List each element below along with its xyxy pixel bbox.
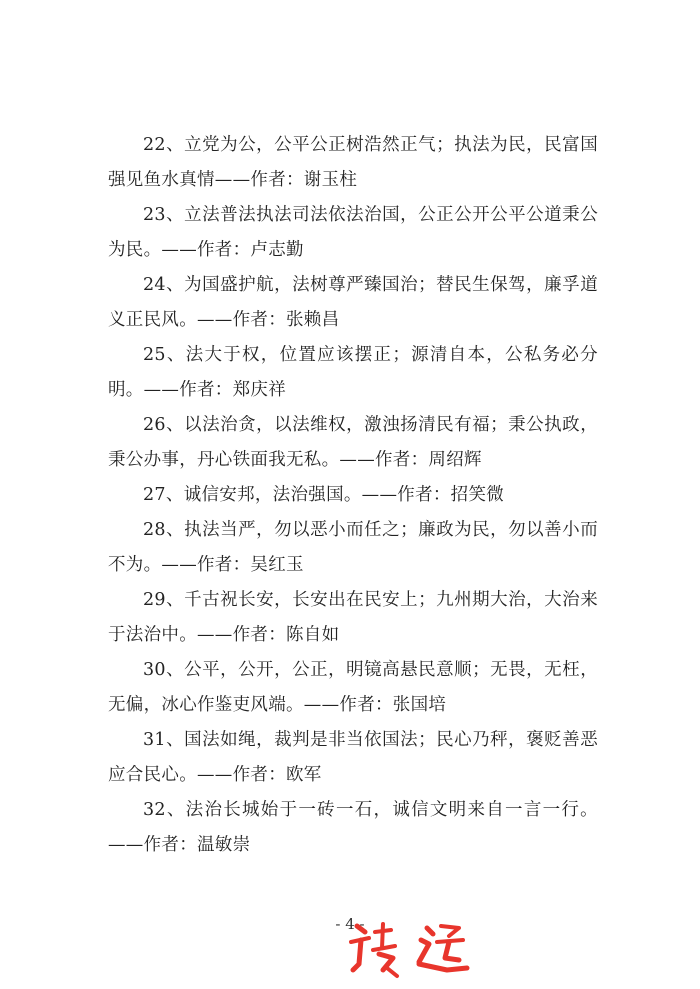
item-separator: 、 [165, 415, 185, 435]
paragraph-28 [108, 513, 598, 583]
paragraph-31 [108, 723, 598, 793]
item-text: 诚信安邦，法治强国。——作者：招笑微 [183, 485, 505, 505]
item-number: 26 [143, 415, 166, 435]
item-separator: 、 [165, 520, 185, 540]
item-text: 法治长城始于一砖一石，诚信文明来自一言一行。——作者：温敏崇 [108, 800, 598, 855]
paragraph-24 [108, 268, 598, 338]
page-number: - 4 - [335, 915, 365, 933]
item-separator: 、 [165, 800, 186, 820]
item-text: 为国盛护航，法树尊严臻国治；替民生保驾，廉孚道义正民风。——作者：张赖昌 [108, 275, 598, 330]
item-separator: 、 [165, 730, 185, 750]
item-number: 22 [143, 135, 166, 155]
item-text: 千古祝长安，长安出在民安上；九州期大治，大治来于法治中。——作者：陈自如 [108, 590, 598, 645]
item-separator: 、 [165, 275, 185, 295]
item-number: 29 [143, 590, 166, 610]
paragraph-25 [108, 338, 598, 408]
item-text: 国法如绳，裁判是非当依国法；民心乃秤，褒贬善恶应合民心。——作者：欧军 [108, 730, 598, 785]
item-number: 27 [143, 485, 166, 505]
item-number: 32 [143, 800, 166, 820]
paragraph-27 [108, 478, 598, 513]
item-separator: 、 [165, 135, 185, 155]
item-number: 25 [143, 345, 166, 365]
item-text: 执法当严，勿以恶小而任之；廉政为民，勿以善小而不为。——作者：吴红玉 [108, 520, 598, 575]
paragraph-32 [108, 793, 598, 863]
item-text: 立党为公，公平公正树浩然正气；执法为民，民富国强见鱼水真情——作者：谢玉柱 [108, 135, 598, 190]
item-number: 31 [143, 730, 166, 750]
item-separator: 、 [165, 205, 185, 225]
item-separator: 、 [165, 660, 185, 680]
paragraph-23 [108, 198, 598, 268]
red-calligraphy-watermark-icon [335, 918, 485, 983]
paragraph-26 [108, 408, 598, 478]
item-text: 以法治贪，以法维权，激浊扬清民有福；秉公执政，秉公办事，丹心铁面我无私。——作者：周绍辉 [108, 415, 598, 470]
item-text: 法大于权，位置应该摆正；源清自本，公私务必分明。——作者：郑庆祥 [108, 345, 598, 400]
paragraph-22 [108, 128, 598, 198]
paragraph-30 [108, 653, 598, 723]
item-number: 28 [143, 520, 166, 540]
item-separator: 、 [165, 485, 184, 505]
item-number: 24 [143, 275, 166, 295]
item-separator: 、 [165, 590, 185, 610]
item-separator: 、 [165, 345, 186, 365]
paragraph-29 [108, 583, 598, 653]
document-body [108, 128, 598, 863]
item-text: 公平，公开，公正，明镜高悬民意顺；无畏，无枉，无偏，冰心作鉴吏风端。——作者：张国培 [108, 660, 598, 715]
item-number: 23 [143, 205, 166, 225]
item-text: 立法普法执法司法依法治国，公正公开公平公道秉公为民。——作者：卢志勤 [108, 205, 598, 260]
item-number: 30 [143, 660, 166, 680]
